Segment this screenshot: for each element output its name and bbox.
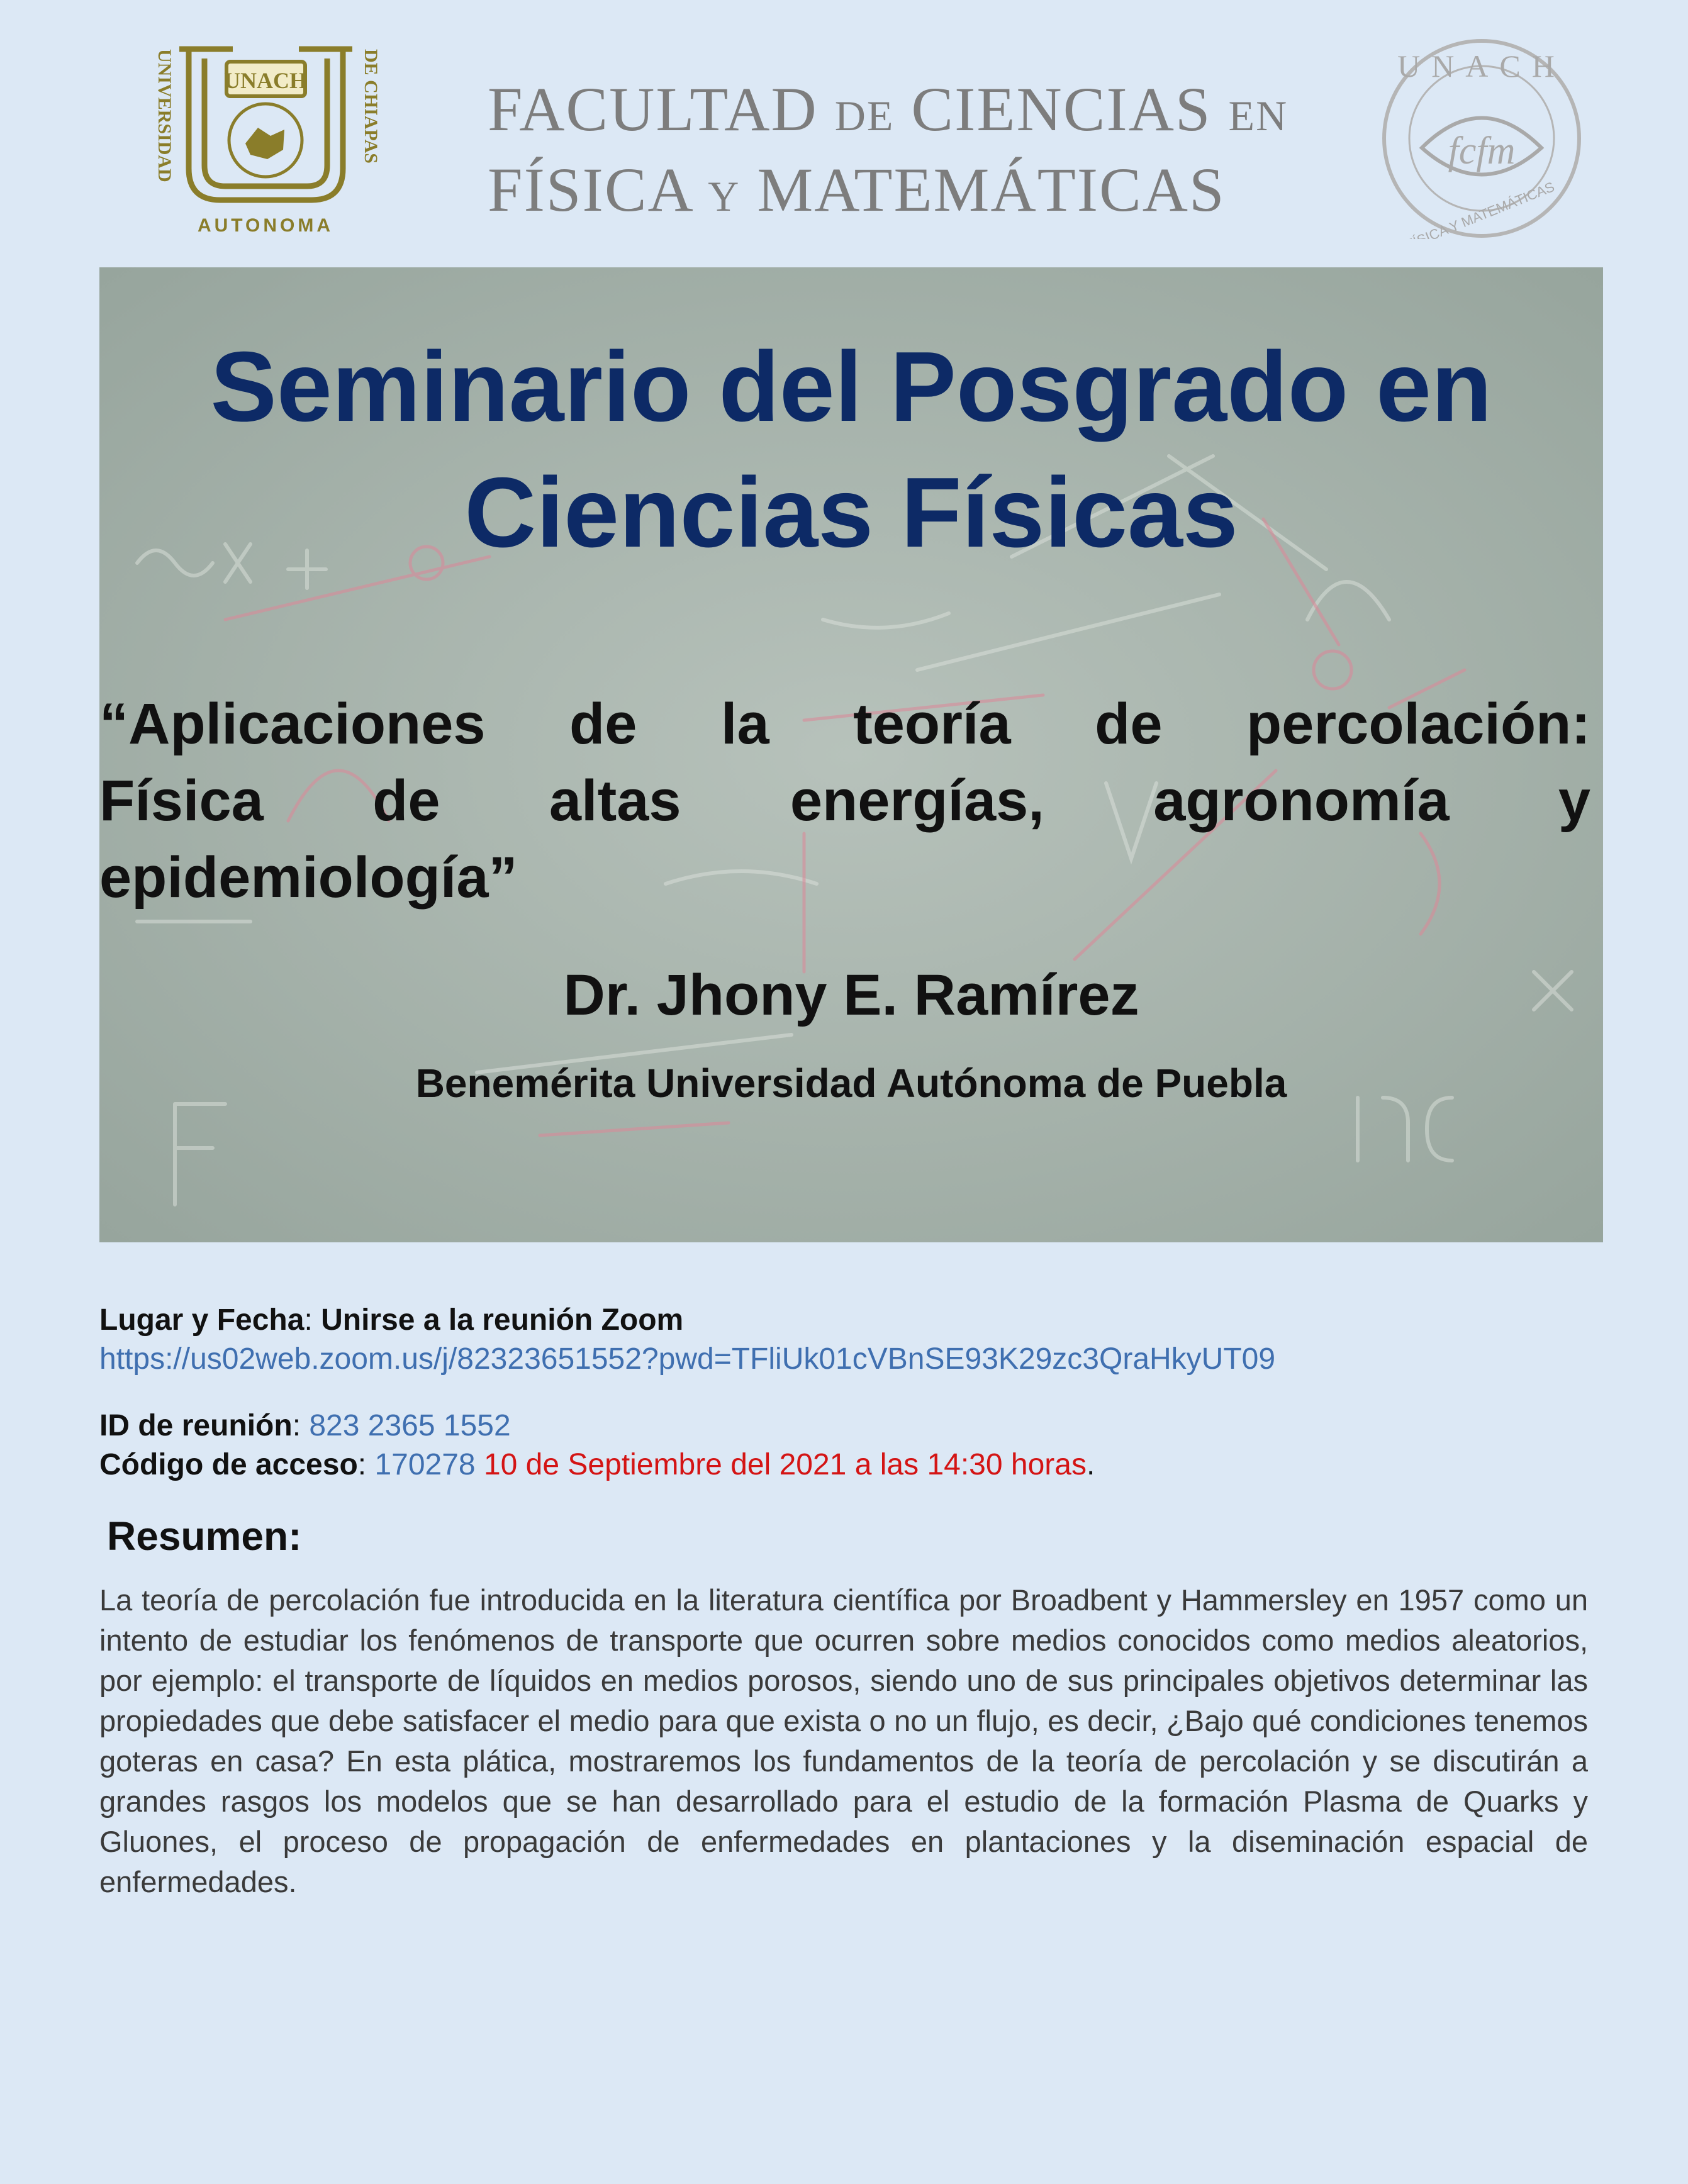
seminar-title-line1: Seminario del Posgrado en bbox=[210, 332, 1492, 442]
talk-title-line2: Física de altas energías, agronomía y bbox=[99, 769, 1590, 833]
venue-label: Lugar y Fecha bbox=[99, 1303, 305, 1337]
faculty-word: FÍSICA bbox=[488, 155, 691, 225]
seminar-title-line2: Ciencias Físicas bbox=[464, 457, 1238, 568]
faculty-word: FACULTAD bbox=[488, 74, 818, 144]
fcfm-seal-center-text: fcfm bbox=[1448, 130, 1516, 172]
access-code-line: Código de acceso: 170278 10 de Septiembre del 2021 a las 14:30 horas. bbox=[99, 1448, 1095, 1481]
meeting-id-value: 823 2365 1552 bbox=[309, 1409, 511, 1442]
venue-block bbox=[99, 1301, 1275, 1379]
unach-logo-bottom-text: AUTONOMA bbox=[197, 215, 334, 236]
faculty-word: MATEMÁTICAS bbox=[757, 155, 1226, 225]
unach-logo bbox=[145, 43, 387, 243]
unach-logo-shield-text: UNACH bbox=[224, 68, 307, 93]
venue-value: Unirse a la reunión Zoom bbox=[321, 1303, 684, 1337]
access-code-label: Código de acceso bbox=[99, 1448, 358, 1481]
meeting-id-line: ID de reunión: 823 2365 1552 bbox=[99, 1409, 511, 1442]
fcfm-seal-bottom-text: FÍSICA Y MATEMÁTICAS bbox=[1403, 179, 1557, 239]
unach-logo-right-text: DE CHIAPAS bbox=[361, 49, 381, 164]
meeting-id-label: ID de reunión bbox=[99, 1409, 293, 1442]
faculty-word: DE bbox=[834, 92, 895, 140]
seminar-banner bbox=[99, 267, 1603, 1242]
meeting-block bbox=[99, 1407, 1095, 1485]
faculty-title-line2 bbox=[488, 153, 1288, 233]
faculty-word: Y bbox=[708, 172, 741, 220]
abstract-heading: Resumen: bbox=[107, 1513, 302, 1559]
access-code-value: 170278 bbox=[374, 1448, 476, 1481]
fcfm-seal-top-text: UNACH bbox=[1397, 48, 1566, 84]
talk-title-line1: “Aplicaciones de la teoría de percolación: bbox=[99, 692, 1590, 756]
zoom-link[interactable]: https://us02web.zoom.us/j/82323651552?pwd=TFliUk01cVBnSE93K29zc3QraHkyUT09 bbox=[99, 1342, 1276, 1376]
faculty-title-line1 bbox=[488, 72, 1288, 153]
venue-line: Lugar y Fecha: Unirse a la reunión Zoom bbox=[99, 1303, 684, 1337]
faculty-word: EN bbox=[1228, 92, 1288, 140]
faculty-title bbox=[488, 72, 1288, 233]
abstract-text: La teoría de percolación fue introducida en la literatura científica por Broadbent y Hammersley en 1957 como un intento de estudiar los fenómenos de transporte que ocurren sobre medios conocidos como medios aleatorios, por ejemplo: el transporte de líquidos en medios porosos, siendo uno de sus principales objetivos determinar las propiedades que debe satisfacer el medio para que exista o no un flujo, es decir, ¿Bajo qué condiciones tenemos goteras en casa? En esta plática, mostraremos los fundamentos de la teoría de percolación y se discutirán a grandes rasgos los modelos que se han desarrollado para el estudio de la formación Plasma de Quarks y Gluones, el proceso de propagación de enfermedades en plantaciones y la diseminación espacial de enfermedades. bbox=[99, 1583, 1588, 1898]
faculty-word: CIENCIAS bbox=[911, 74, 1212, 144]
unach-logo-left-text: UNIVERSIDAD bbox=[154, 49, 175, 182]
event-date-time: 10 de Septiembre del 2021 a las 14:30 horas bbox=[483, 1448, 1087, 1481]
talk-title-line3: epidemiología” bbox=[99, 845, 518, 910]
talk-title bbox=[99, 686, 1590, 916]
speaker-name: Dr. Jhony E. Ramírez bbox=[563, 963, 1139, 1027]
fcfm-seal-logo bbox=[1375, 38, 1589, 239]
seminar-title bbox=[99, 324, 1603, 576]
speaker-institution: Benemérita Universidad Autónoma de Puebla bbox=[415, 1061, 1287, 1106]
